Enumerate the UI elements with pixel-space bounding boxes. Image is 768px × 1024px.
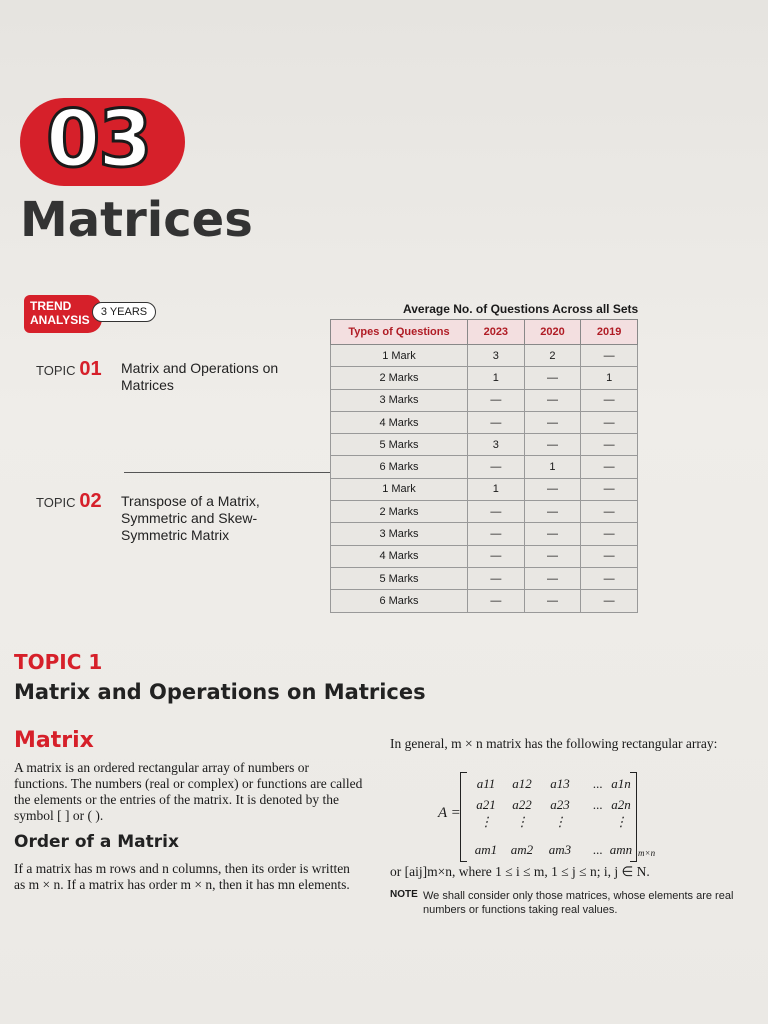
matrix-element: amn	[609, 842, 633, 857]
question-count-cell: 1	[468, 478, 525, 500]
question-type-cell: 2 Marks	[331, 367, 468, 389]
matrix-element: ⋮	[553, 814, 567, 829]
question-type-cell: 3 Marks	[331, 389, 468, 411]
question-count-cell: —	[581, 523, 638, 545]
matrix-element: ...	[593, 797, 603, 812]
question-count-cell: 1	[524, 456, 581, 478]
question-count-cell: —	[581, 478, 638, 500]
question-count-cell: 2	[524, 345, 581, 367]
trend-table-row	[331, 389, 638, 411]
matrix-element: a13	[550, 776, 570, 791]
question-type-cell: 4 Marks	[331, 411, 468, 433]
question-count-cell: 3	[468, 345, 525, 367]
question-count-cell: —	[581, 456, 638, 478]
question-type-cell: 4 Marks	[331, 545, 468, 567]
trend-table-row	[331, 545, 638, 567]
chapter-title: Matrices	[20, 192, 253, 248]
general-array-intro: In general, m × n matrix has the following rectangular array:	[390, 736, 718, 751]
question-count-cell: —	[581, 411, 638, 433]
question-count-cell: —	[581, 545, 638, 567]
matrix-element: a2n	[611, 797, 631, 812]
matrix-element: a23	[550, 797, 570, 812]
question-type-cell: 6 Marks	[331, 590, 468, 612]
trend-table-row	[331, 590, 638, 612]
question-count-cell: —	[468, 411, 525, 433]
chapter-number: 03	[46, 95, 151, 185]
matrix-left-bracket	[460, 772, 467, 862]
matrix-element: ⋮	[479, 814, 493, 829]
question-count-cell: —	[468, 590, 525, 612]
question-type-cell: 5 Marks	[331, 567, 468, 589]
question-count-cell: —	[468, 389, 525, 411]
bleed-through-text	[320, 100, 740, 270]
header-2019: 2019	[581, 320, 638, 345]
question-count-cell: —	[468, 523, 525, 545]
trend-table-caption: Average No. of Questions Across all Sets	[403, 302, 639, 316]
question-count-cell: —	[468, 501, 525, 523]
trend-table	[330, 319, 638, 613]
question-count-cell: —	[581, 389, 638, 411]
note-text: We shall consider only those matrices, whose elements are real numbers or functions taking real values.	[423, 890, 734, 916]
trend-table-row	[331, 345, 638, 367]
question-type-cell: 6 Marks	[331, 456, 468, 478]
question-type-cell: 1 Mark	[331, 478, 468, 500]
topic-01-marker: TOPIC 01	[36, 358, 102, 380]
question-count-cell: —	[524, 389, 581, 411]
question-count-cell: —	[581, 590, 638, 612]
header-2023: 2023	[468, 320, 525, 345]
matrix-element: am3	[548, 842, 572, 857]
question-count-cell: —	[524, 367, 581, 389]
trend-table-row	[331, 501, 638, 523]
question-count-cell: —	[524, 545, 581, 567]
trend-analysis-badge: TREND ANALYSIS	[24, 295, 102, 333]
header-types: Types of Questions	[331, 320, 468, 345]
note-label: NOTE	[390, 889, 418, 900]
question-type-cell: 3 Marks	[331, 523, 468, 545]
matrix-element: a11	[476, 776, 496, 791]
matrix-heading: Matrix	[14, 728, 94, 753]
topic-02-marker: TOPIC 02	[36, 490, 102, 512]
header-2020: 2020	[524, 320, 581, 345]
matrix-order-subscript: m×n	[638, 848, 656, 858]
years-pill: 3 YEARS	[92, 302, 156, 322]
matrix-element: ...	[593, 842, 603, 857]
question-count-cell: —	[468, 567, 525, 589]
order-definition: If a matrix has m rows and n columns, then its order is written as m × n. If a matrix has order m × n, then it has mn elements.	[14, 861, 350, 892]
question-count-cell: 1	[581, 367, 638, 389]
matrix-element: a21	[476, 797, 496, 812]
matrix-element: ⋮	[614, 814, 628, 829]
section-topic-label: TOPIC 1	[14, 650, 103, 674]
matrix-element: am2	[510, 842, 534, 857]
question-count-cell: —	[524, 434, 581, 456]
question-count-cell: —	[581, 501, 638, 523]
trend-table-row	[331, 567, 638, 589]
question-count-cell: —	[524, 501, 581, 523]
question-count-cell: —	[581, 345, 638, 367]
question-type-cell: 5 Marks	[331, 434, 468, 456]
question-count-cell: —	[468, 456, 525, 478]
question-count-cell: —	[524, 523, 581, 545]
trend-table-row	[331, 411, 638, 433]
question-type-cell: 1 Mark	[331, 345, 468, 367]
question-count-cell: —	[581, 567, 638, 589]
matrix-element: a22	[512, 797, 532, 812]
question-type-cell: 2 Marks	[331, 501, 468, 523]
matrix-label: A =	[438, 805, 461, 821]
matrix-element: am1	[474, 842, 498, 857]
index-notation: or [aij]m×n, where 1 ≤ i ≤ m, 1 ≤ j ≤ n; i, j ∈ N.	[390, 864, 650, 879]
matrix-definition: A matrix is an ordered rectangular array of numbers or functions. The numbers (real or complex) or functions are called the elements or the entries of the matrix. It is denoted by the symbol [ ] or ( ).	[14, 760, 363, 823]
matrix-element: a12	[512, 776, 532, 791]
question-count-cell: —	[524, 411, 581, 433]
topic-01-title: Matrix and Operations on Matrices	[121, 360, 279, 393]
question-count-cell: —	[581, 434, 638, 456]
question-count-cell: 3	[468, 434, 525, 456]
topic-02-title: Transpose of a Matrix, Symmetric and Skew-Symmetric Matrix	[121, 493, 260, 543]
matrix-element: ⋮	[515, 814, 529, 829]
question-count-cell: 1	[468, 367, 525, 389]
trend-table-row	[331, 367, 638, 389]
section-title: Matrix and Operations on Matrices	[14, 680, 426, 704]
trend-table-header-row	[331, 320, 638, 345]
trend-table-row	[331, 434, 638, 456]
topic-divider	[124, 472, 334, 473]
question-count-cell: —	[524, 567, 581, 589]
question-count-cell: —	[524, 590, 581, 612]
trend-table-row	[331, 478, 638, 500]
trend-table-row	[331, 456, 638, 478]
question-count-cell: —	[468, 545, 525, 567]
matrix-element: ...	[593, 776, 603, 791]
order-heading: Order of a Matrix	[14, 832, 179, 852]
trend-table-row	[331, 523, 638, 545]
matrix-element: a1n	[611, 776, 631, 791]
question-count-cell: —	[524, 478, 581, 500]
